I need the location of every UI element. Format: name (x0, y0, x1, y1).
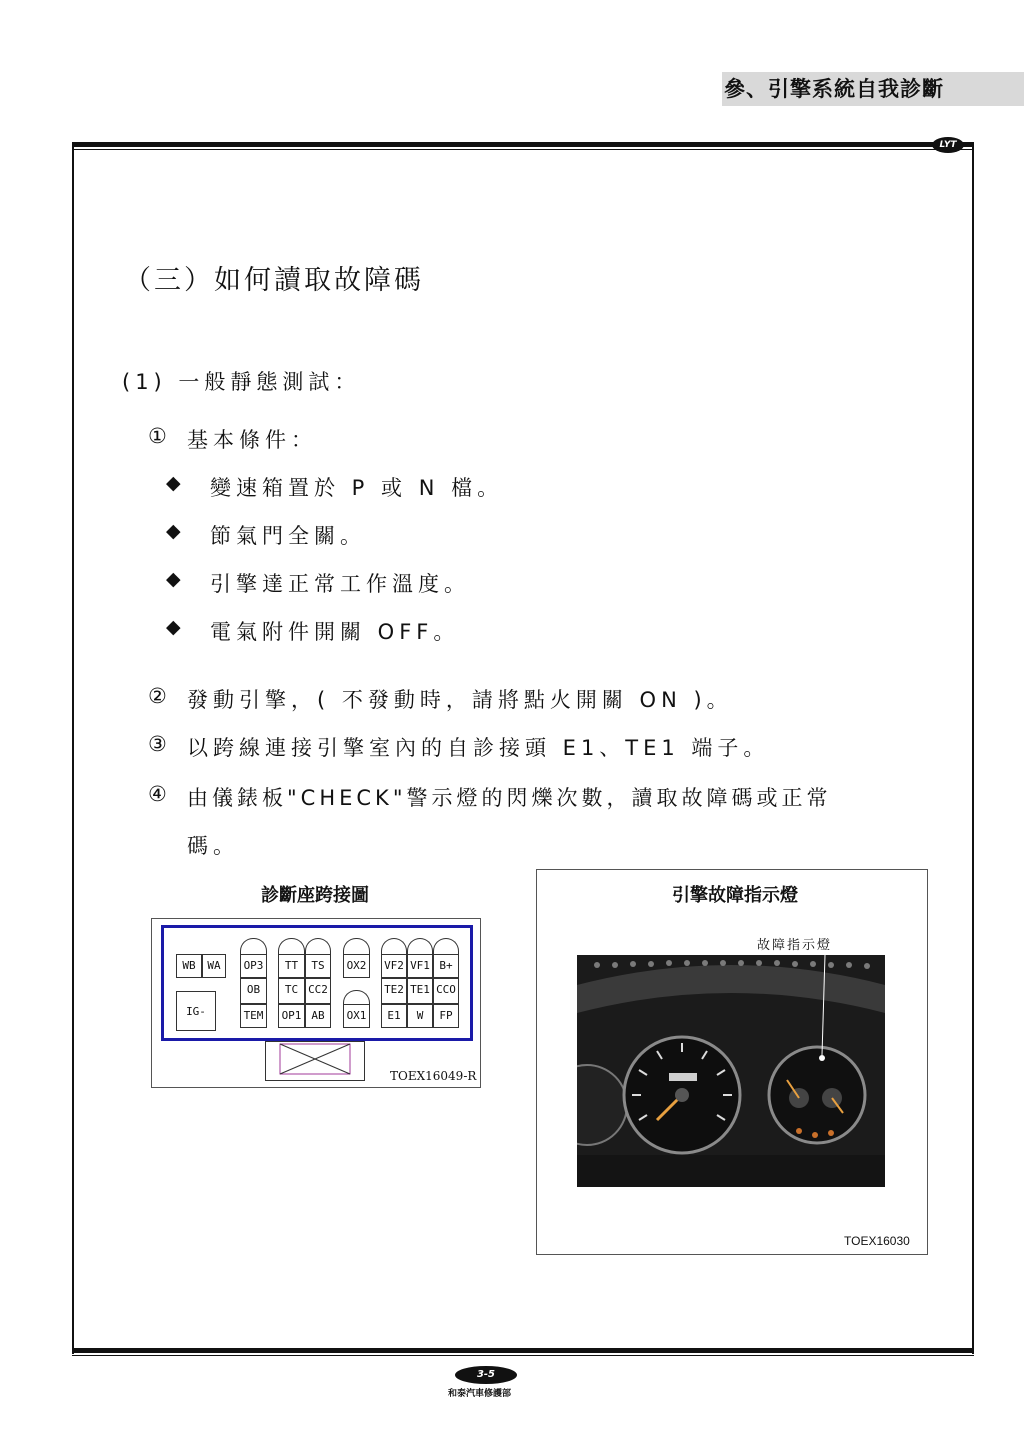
condition-item: 變速箱置於 P 或 N 檔。 (210, 476, 504, 500)
publisher-text: 和泰汽車修護部 (448, 1389, 512, 1399)
pin-op1: OP1 (278, 1004, 305, 1028)
dashboard-figure-title: 引擎故障指示燈 (672, 885, 798, 906)
pin-wb: WB (176, 954, 202, 978)
sub3-text: 以跨線連接引擎室內的自診接頭 E1、TE1 端子。 (187, 736, 770, 760)
pin-cc2: CC2 (305, 978, 331, 1004)
pin-ig: IG- (176, 991, 216, 1031)
diamond-bullet-icon: ◆ (166, 568, 181, 590)
sub4-text-cont: 碼。 (187, 834, 239, 858)
pin-ob: OB (240, 978, 267, 1004)
sub2-text: 發動引擎，( 不發動時，請將點火開關 ON )。 (187, 688, 733, 712)
section-title: （三）如何讀取故障碼 (124, 265, 424, 296)
sub3-marker: ③ (148, 732, 172, 756)
pin-fp: FP (433, 1004, 459, 1028)
connector-figure-title: 診斷座跨接圖 (261, 885, 369, 906)
diamond-bullet-icon: ◆ (166, 520, 181, 542)
pin-te1: TE1 (407, 978, 433, 1004)
pin-ox1: OX1 (343, 1004, 370, 1028)
sub4-marker: ④ (148, 782, 172, 806)
pin-ox2: OX2 (343, 954, 370, 978)
diamond-bullet-icon: ◆ (166, 472, 181, 494)
bottom-rule (72, 1348, 974, 1353)
step1-label: (1) 一般靜態測試： (122, 370, 361, 394)
pin-e1: E1 (381, 1004, 407, 1028)
connector-caption: TOEX16049-R (390, 1069, 477, 1083)
page-number-badge: 3-5 (455, 1366, 517, 1384)
pin-te2: TE2 (381, 978, 407, 1004)
pin-vf1: VF1 (407, 954, 433, 978)
pin-w: W (407, 1004, 433, 1028)
sub4-text: 由儀錶板"CHECK"警示燈的閃爍次數，讀取故障碼或正常 (187, 786, 832, 810)
pin-ab: AB (305, 1004, 331, 1028)
pin-tc: TC (278, 978, 305, 1004)
brand-logo: LYT (932, 137, 964, 153)
diamond-bullet-icon: ◆ (166, 616, 181, 638)
pin-vf2: VF2 (381, 954, 407, 978)
chapter-header: 參、引擎系統自我診斷 (722, 72, 1024, 106)
sub2-marker: ② (148, 684, 172, 708)
pin-wa: WA (202, 954, 226, 978)
sub1-marker: ① (148, 424, 172, 448)
pin-op3: OP3 (240, 954, 267, 978)
condition-item: 電氣附件開關 OFF。 (210, 620, 460, 644)
condition-item: 引擎達正常工作溫度。 (210, 572, 470, 596)
condition-item: 節氣門全關。 (210, 524, 366, 548)
warning-lamp-label: 故障指示燈 (757, 938, 833, 953)
pin-cco: CCO (433, 978, 459, 1004)
connector-lower-housing (265, 1041, 365, 1081)
pin-tt: TT (278, 954, 305, 978)
bottom-rule-thin (72, 1355, 974, 1356)
pin-bplus: B+ (433, 954, 459, 978)
sub1-text: 基本條件： (187, 428, 317, 452)
dashboard-photo (577, 955, 885, 1187)
pin-ts: TS (305, 954, 331, 978)
dashboard-caption: TOEX16030 (844, 1234, 910, 1248)
pin-tem: TEM (240, 1004, 267, 1028)
